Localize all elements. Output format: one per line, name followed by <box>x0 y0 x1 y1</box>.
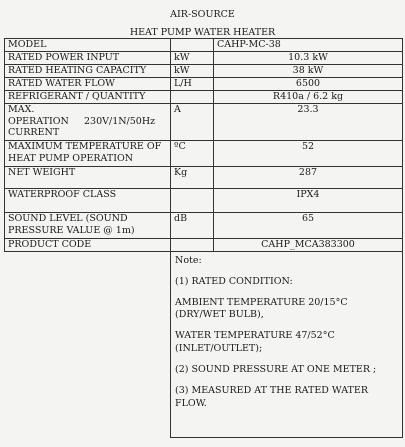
spec-value-cell: CAHP_MCA383300 <box>214 239 403 252</box>
spec-row-notes <box>5 252 403 438</box>
spec-row-refrigerant <box>5 91 403 104</box>
spec-unit-cell: dB <box>171 213 214 239</box>
spec-value-cell: 52 <box>214 141 403 167</box>
spec-unit-cell: ºC <box>171 141 214 167</box>
spec-value-cell: 38 kW <box>214 65 403 78</box>
spec-row-model <box>5 39 403 52</box>
spec-unit-cell: kW <box>171 52 214 65</box>
spec-label-cell: NET WEIGHT <box>5 167 171 189</box>
note-line: (2) SOUND PRESSURE AT ONE METER ; <box>175 363 377 375</box>
spec-value-cell: 6500 <box>214 78 403 91</box>
note-line: WATER TEMPERATURE 47/52°C (INLET/OUTLET); <box>175 330 335 355</box>
spec-value-cell: 65 <box>214 213 403 239</box>
spec-value-cell: 23.3 <box>214 104 403 141</box>
note-line: AMBIENT TEMPERATURE 20/15°C (DRY/WET BULB), <box>175 296 348 321</box>
spec-label-cell: RATED HEATING CAPACITY <box>5 65 171 78</box>
spec-label-line: CURRENT <box>8 127 60 139</box>
spec-row-heating-capacity <box>5 65 403 78</box>
spec-label-cell: MODEL <box>5 39 171 52</box>
spec-label-line: MAX. <box>8 104 35 115</box>
spec-row-water-flow <box>5 78 403 91</box>
spec-unit-cell <box>171 91 214 104</box>
spec-row-max-temperature <box>5 141 403 167</box>
spec-label-cell: MAXIMUM TEMPERATURE OF HEAT PUMP OPERATION <box>5 141 171 167</box>
spec-row-sound-level <box>5 213 403 239</box>
spec-row-waterproof-class <box>5 189 403 213</box>
spec-unit-cell <box>171 239 214 252</box>
spec-voltage-label: 230V/1N/50Hz <box>84 115 156 127</box>
spec-row-net-weight <box>5 167 403 189</box>
blank-cell <box>5 252 171 438</box>
spec-value-cell: CAHP-MC-38 <box>214 39 403 52</box>
spec-unit-cell: kW <box>171 65 214 78</box>
spec-label-cell: RATED WATER FLOW <box>5 78 171 91</box>
spec-unit-cell <box>171 39 214 52</box>
note-line: (3) MEASURED AT THE RATED WATER FLOW. <box>175 384 368 409</box>
spec-table <box>4 38 403 438</box>
spec-value-cell: R410a / 6.2 kg <box>214 91 403 104</box>
label-title-line-2: HEAT PUMP WATER HEATER <box>129 27 276 38</box>
spec-label-cell: PRODUCT CODE <box>5 239 171 252</box>
spec-value-cell: 10.3 kW <box>214 52 403 65</box>
spec-unit-cell: L/H <box>171 78 214 91</box>
spec-value-cell: 287 <box>214 167 403 189</box>
spec-row-power-input <box>5 52 403 65</box>
spec-value-cell: IPX4 <box>214 189 403 213</box>
spec-unit-cell: Kg <box>171 167 214 189</box>
spec-row-product-code <box>5 239 403 252</box>
note-line: (1) RATED CONDITION: <box>175 275 293 287</box>
note-heading: Note: <box>175 255 202 266</box>
spec-unit-cell <box>171 189 214 213</box>
spec-row-max-operation-current <box>5 104 403 141</box>
spec-label-cell <box>5 104 171 141</box>
spec-label-cell: RATED POWER INPUT <box>5 52 171 65</box>
spec-unit-cell: A <box>171 104 214 141</box>
spec-label-cell: WATERPROOF CLASS <box>5 189 171 213</box>
spec-label-line-group <box>8 116 167 128</box>
label-title-line-1: AIR-SOURCE <box>170 9 235 20</box>
spec-label-cell: REFRIGERANT / QUANTITY <box>5 91 171 104</box>
spec-label-line: OPERATION <box>8 115 69 127</box>
spec-label-cell: SOUND LEVEL (SOUND PRESSURE VALUE @ 1m) <box>5 213 171 239</box>
notes-cell <box>171 252 403 438</box>
